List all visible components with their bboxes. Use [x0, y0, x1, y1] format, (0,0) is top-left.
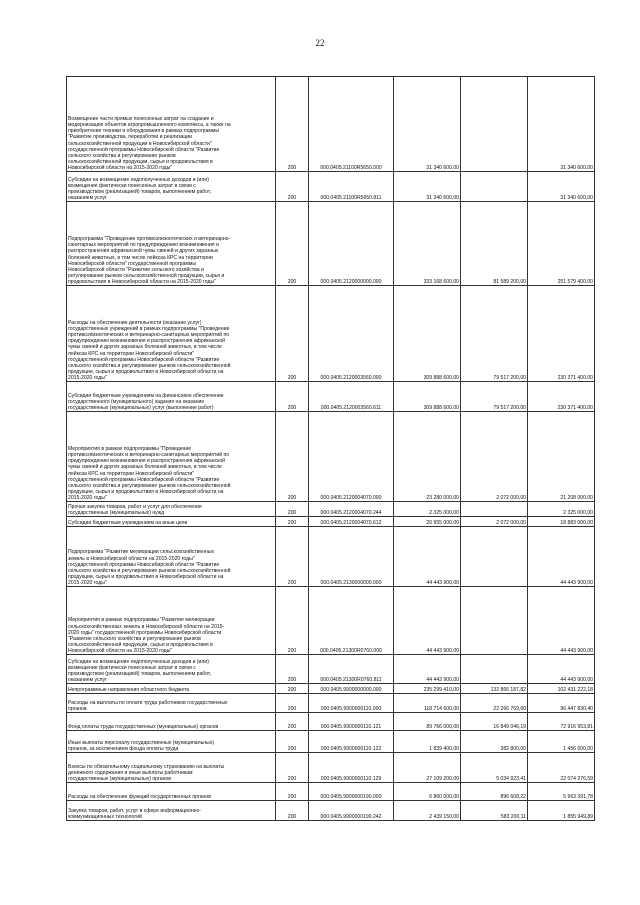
row-executed-cell: 132 866 187,82 [461, 684, 528, 694]
row-name-cell: Мероприятия в рамках подпрограммы "Развитие мелиорации сельскохозяйственных земель в Новосибирской области на 2015- 2020 годы" государственной программы Новосибирской области "Развитие сельского хозяйства и регулирование рынков сельскохозяйственной продукции, сырья и продовольствия в Новосибирской области на 2015-2020 годы" [67, 587, 276, 655]
table-row [67, 286, 595, 382]
row-code-cell: 200 [276, 783, 309, 801]
table-row [67, 77, 595, 172]
row-code-cell: 200 [276, 286, 309, 382]
row-approved-cell: 1 839 400,00 [394, 731, 461, 753]
table-row [67, 731, 595, 753]
row-code-cell: 200 [276, 753, 309, 783]
table-row [67, 172, 595, 202]
row-executed-cell [461, 172, 528, 202]
table-row [67, 684, 595, 694]
row-approved-cell: 44 443 900,00 [394, 587, 461, 655]
row-approved-cell: 333 168 600,00 [394, 202, 461, 286]
row-executed-cell: 382 800,00 [461, 731, 528, 753]
page-number: 22 [315, 38, 325, 48]
row-classification-cell: 000.0405.2130000000.000 [309, 527, 394, 587]
row-executed-cell: 2 072 000,00 [461, 412, 528, 502]
row-approved-cell: 309 888 600,00 [394, 382, 461, 412]
row-executed-cell: 5 034 923,41 [461, 753, 528, 783]
row-approved-cell: 44 443 900,00 [394, 655, 461, 684]
row-executed-cell: 583 200,11 [461, 801, 528, 821]
row-executed-cell: 16 849 046,19 [461, 713, 528, 731]
row-name-cell: Расходы на обеспечение функций государственных органов [67, 783, 276, 801]
row-approved-cell: 6 860 000,00 [394, 783, 461, 801]
row-classification-cell: 000.0405.2120003560.611 [309, 382, 394, 412]
row-remaining-cell: 44 443 900,00 [528, 587, 595, 655]
row-code-cell: 200 [276, 694, 309, 713]
row-classification-cell: 000.0405.9900000110.000 [309, 694, 394, 713]
row-executed-cell: 896 608,22 [461, 783, 528, 801]
row-approved-cell: 27 109 200,00 [394, 753, 461, 783]
row-name-cell: Иные выплаты персоналу государственных (муниципальных) органов, за исключением фонда оплаты труда [67, 731, 276, 753]
row-code-cell: 200 [276, 527, 309, 587]
row-remaining-cell: 18 883 000,00 [528, 517, 595, 527]
row-executed-cell: 81 589 200,00 [461, 202, 528, 286]
row-code-cell: 200 [276, 517, 309, 527]
row-classification-cell: 000.0405.2120003560.000 [309, 286, 394, 382]
row-remaining-cell: 31 340 600,00 [528, 77, 595, 172]
row-remaining-cell: 230 371 400,00 [528, 382, 595, 412]
row-classification-cell: 000.0405.21300R0760.000 [309, 587, 394, 655]
row-approved-cell: 235 299 410,00 [394, 684, 461, 694]
row-approved-cell: 309 888 600,00 [394, 286, 461, 382]
row-remaining-cell: 22 074 276,59 [528, 753, 595, 783]
budget-table [66, 76, 595, 821]
row-code-cell: 200 [276, 713, 309, 731]
row-name-cell: Возмещение части прямых понесенных затрат на создание и модернизацию объектов агропромышленного комплекса, а также на приобретение техники и оборудования в рамках подпрограммы "Развитие производства, переработки и реализации сельскохозяйственной продукции в Новосибирской области" государственной программы Новосибирской области "Развитие сельского хозяйства и регулирование рынков сельскохозяйственной продукции, сырья и продовольствия в Новосибирской области на 2015-2020 годы" [67, 77, 276, 172]
row-remaining-cell: 31 340 600,00 [528, 172, 595, 202]
row-name-cell: Закупка товаров, работ, услуг в сфере информационно- коммуникационных технологий [67, 801, 276, 821]
row-name-cell: Подпрограмма "Проведение противоэпизоотических и ветеринарно- санитарных мероприятий по предупреждению возникновения и распространения африканской чумы свиней и других заразных болезней животных, в том числе лейкоза КРС на территории Новосибирской области" государственной программы Новосибирской области "Развитие сельского хозяйства и регулирование рынков сельскохозяйственной продукции, сырья и продовольствия в Новосибирской области на 2015-2020 годы" [67, 202, 276, 286]
row-executed-cell [461, 502, 528, 517]
row-remaining-cell: 251 579 400,00 [528, 202, 595, 286]
row-executed-cell [461, 655, 528, 684]
row-classification-cell: 000.0405.9900000000.000 [309, 684, 394, 694]
table-row [67, 694, 595, 713]
row-remaining-cell: 230 371 400,00 [528, 286, 595, 382]
row-name-cell: Субсидии на возмещение недополученных доходов и (или) возмещение фактически понесенных затрат в связи с производством (реализацией) товаров, выполнением работ, оказанием услуг [67, 655, 276, 684]
row-name-cell: Субсидии бюджетным учреждениям на финансовое обеспечение государственного (муниципального) задания на оказание государственных (муниципальных) услуг (выполнение работ) [67, 382, 276, 412]
table-row [67, 587, 595, 655]
row-classification-cell: 000.0405.2120004070.612 [309, 517, 394, 527]
row-code-cell: 200 [276, 684, 309, 694]
row-classification-cell: 000.0405.9900000110.129 [309, 753, 394, 783]
row-code-cell: 200 [276, 801, 309, 821]
row-classification-cell: 000.0405.21300R0760.811 [309, 655, 394, 684]
row-executed-cell [461, 587, 528, 655]
table-row [67, 783, 595, 801]
row-classification-cell: 000.0405.21100R5650.000 [309, 77, 394, 172]
table-row [67, 527, 595, 587]
row-name-cell: Субсидии бюджетным учреждениям на иные цели [67, 517, 276, 527]
row-code-cell: 200 [276, 412, 309, 502]
row-executed-cell: 2 072 000,00 [461, 517, 528, 527]
row-approved-cell: 89 766 000,00 [394, 713, 461, 731]
row-name-cell: Взносы по обязательному социальному страхованию на выплаты денежного содержания и иные выплаты работникам государственных (муниципальных) органов [67, 753, 276, 783]
row-executed-cell: 22 266 769,60 [461, 694, 528, 713]
table-row [67, 655, 595, 684]
row-remaining-cell: 102 431 222,18 [528, 684, 595, 694]
table-row [67, 502, 595, 517]
row-approved-cell: 31 340 600,00 [394, 172, 461, 202]
table-row [67, 382, 595, 412]
row-classification-cell: 000.0405.9900000190.242 [309, 801, 394, 821]
row-name-cell: Мероприятия в рамках подпрограммы "Проведение противоэпизоотических и ветеринарно-санитарных мероприятий по предупреждению возникновения и распространения африканской чумы свиней и других заразных болезней животных, в том числе лейкоза КРС на территории Новосибирской области" государственной программы Новосибирской области "Развитие сельского хозяйства и регулирование рынков сельскохозяйственной продукции, сырья и продовольствия в Новосибирской области на 2015-2020 годы" [67, 412, 276, 502]
row-name-cell: Прочая закупка товаров, работ и услуг для обеспечения государственных (муниципальных) нужд [67, 502, 276, 517]
table-row [67, 801, 595, 821]
row-remaining-cell: 44 443 900,00 [528, 655, 595, 684]
row-name-cell: Непрограммные направления областного бюджета [67, 684, 276, 694]
row-code-cell: 200 [276, 655, 309, 684]
row-name-cell: Субсидии на возмещение недополученных доходов и (или) возмещение фактически понесенных затрат в связи с производством (реализацией) товаров, выполнением работ, оказанием услуг [67, 172, 276, 202]
row-remaining-cell: 5 963 391,78 [528, 783, 595, 801]
row-executed-cell [461, 527, 528, 587]
row-name-cell: Фонд оплаты труда государственных (муниципальных) органов [67, 713, 276, 731]
row-remaining-cell: 21 208 000,00 [528, 412, 595, 502]
row-code-cell: 200 [276, 502, 309, 517]
row-classification-cell: 000.0405.21100R5650.811 [309, 172, 394, 202]
row-code-cell: 200 [276, 202, 309, 286]
row-classification-cell: 000.0405.9900000110.121 [309, 713, 394, 731]
row-code-cell: 200 [276, 172, 309, 202]
row-remaining-cell: 2 325 000,00 [528, 502, 595, 517]
row-executed-cell: 79 517 200,00 [461, 286, 528, 382]
row-name-cell: Подпрограмма "Развитие мелиорации сельскохозяйственных земель в Новосибирской области на 2015-2020 годы" государственной программы Новосибирской области "Развитие сельского хозяйства и регулирование рынков сельскохозяйственной продукции, сырья и продовольствия в Новосибирской области на 2015-2020 годы" [67, 527, 276, 587]
row-approved-cell: 2 439 150,00 [394, 801, 461, 821]
row-approved-cell: 44 443 900,00 [394, 527, 461, 587]
row-classification-cell: 000.0405.2120004070.000 [309, 412, 394, 502]
row-remaining-cell: 72 916 953,81 [528, 713, 595, 731]
table-row [67, 713, 595, 731]
table-row [67, 517, 595, 527]
row-executed-cell [461, 77, 528, 172]
row-approved-cell: 20 955 000,00 [394, 517, 461, 527]
row-name-cell: Расходы на выплаты по оплате труда работников государственных органов [67, 694, 276, 713]
row-approved-cell: 31 340 600,00 [394, 77, 461, 172]
row-executed-cell: 79 517 200,00 [461, 382, 528, 412]
table-row [67, 412, 595, 502]
row-classification-cell: 000.0405.9900000190.000 [309, 783, 394, 801]
row-code-cell: 200 [276, 77, 309, 172]
row-code-cell: 200 [276, 382, 309, 412]
row-classification-cell: 000.0405.9900000110.122 [309, 731, 394, 753]
row-classification-cell: 000.0405.2120000000.000 [309, 202, 394, 286]
row-classification-cell: 000.0405.2120004070.244 [309, 502, 394, 517]
row-remaining-cell: 1 456 600,00 [528, 731, 595, 753]
row-remaining-cell: 44 443 900,00 [528, 527, 595, 587]
row-approved-cell: 118 714 600,00 [394, 694, 461, 713]
row-approved-cell: 2 325 000,00 [394, 502, 461, 517]
row-code-cell: 200 [276, 587, 309, 655]
row-code-cell: 200 [276, 731, 309, 753]
table-row [67, 753, 595, 783]
row-remaining-cell: 96 447 830,40 [528, 694, 595, 713]
row-approved-cell: 23 280 000,00 [394, 412, 461, 502]
table-row [67, 202, 595, 286]
row-name-cell: Расходы на обеспечение деятельности (оказание услуг) государственных учреждений в рамках подпрограммы "Проведение противоэпизоотических и ветеринарно-санитарных мероприятий по предупреждению возникновения и распространения африканской чумы свиней и других заразных болезней животных, в том числе лейкоза КРС на территории Новосибирской области" государственной программы Новосибирской области "Развитие сельского хозяйства и регулирование рынков сельскохозяйственной продукции, сырья и продовольствия в Новосибирской области на 2015-2020 годы" [67, 286, 276, 382]
row-remaining-cell: 1 855 949,89 [528, 801, 595, 821]
